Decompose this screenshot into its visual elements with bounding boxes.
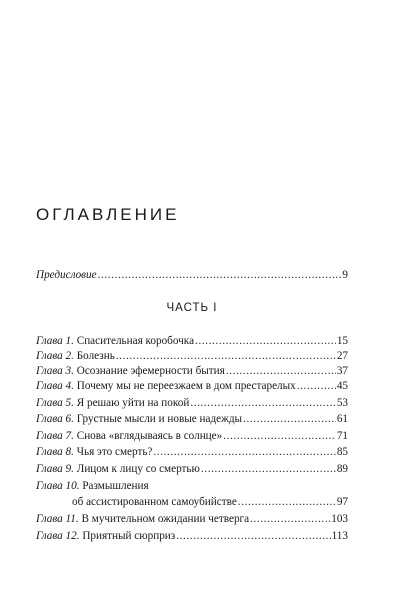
chapter-prefix: Глава 2.	[36, 350, 74, 362]
entry-label	[36, 529, 175, 543]
page-number: 9	[342, 269, 348, 281]
page-number: 37	[336, 365, 348, 377]
dot-leader	[297, 379, 336, 393]
page-number: 103	[331, 513, 348, 525]
chapter-prefix: Глава 3.	[36, 365, 74, 377]
entry-label	[36, 349, 115, 363]
page-number: 61	[336, 413, 348, 425]
entry-label	[36, 445, 152, 459]
page-number: 27	[336, 350, 348, 362]
toc-entry-chapter-10[interactable]	[72, 495, 348, 509]
part-title: ЧАСТЬ I	[166, 302, 218, 314]
dot-leader	[98, 268, 342, 282]
chapter-prefix: Глава 12.	[36, 530, 80, 542]
entry-label	[36, 364, 225, 378]
entry-label	[36, 512, 249, 526]
chapter-title: Болезнь	[73, 350, 115, 362]
dot-leader	[238, 495, 336, 509]
chapter-prefix: Глава 8.	[36, 446, 74, 458]
page-number: 53	[336, 397, 348, 409]
dot-leader	[250, 512, 330, 526]
page-number: 97	[336, 496, 348, 508]
chapter-title: Приятный сюрприз	[79, 530, 176, 542]
chapter-title: Грустные мысли и новые надежды	[73, 413, 243, 425]
chapter-title: Почему мы не переезжаем в дом престарелых	[73, 380, 296, 392]
entry-label	[36, 334, 194, 348]
chapter-prefix: Глава 4.	[36, 380, 74, 392]
chapter-title: Я решаю уйти на покой	[73, 397, 190, 409]
chapter-title: Снова «вглядываясь в солнце»	[73, 430, 223, 442]
page-number: 45	[336, 380, 348, 392]
toc-entry-chapter-11[interactable]	[36, 512, 348, 526]
chapter-prefix: Глава 6.	[36, 413, 74, 425]
entry-label	[36, 462, 200, 476]
chapter-prefix: Глава 1.	[36, 335, 74, 347]
entry-label	[36, 396, 189, 410]
chapter-title: Спасительная коробочка	[73, 335, 195, 347]
toc-entry-chapter-3[interactable]	[36, 364, 348, 378]
chapter-prefix: Глава 11.	[36, 513, 79, 525]
entry-label	[36, 429, 222, 443]
page-number: 85	[336, 446, 348, 458]
chapter-prefix: Глава 9.	[36, 463, 74, 475]
toc-entry-chapter-6[interactable]	[36, 412, 348, 426]
toc-entry-preface[interactable]	[36, 268, 348, 282]
dot-leader	[195, 334, 336, 348]
dot-leader	[223, 429, 336, 443]
entry-label: Предисловие	[36, 269, 97, 281]
chapter-title: Размышления	[79, 480, 149, 492]
dot-leader	[243, 412, 336, 426]
dot-leader	[226, 364, 336, 378]
entry-label	[36, 480, 149, 492]
page-number: 89	[336, 463, 348, 475]
toc-entry-chapter-5[interactable]	[36, 396, 348, 410]
page-number: 15	[336, 335, 348, 347]
toc-entry-chapter-10-line1[interactable]	[36, 479, 348, 493]
toc-heading: ОГЛАВЛЕНИЕ	[36, 205, 180, 224]
dot-leader	[190, 396, 335, 410]
toc-entry-chapter-1[interactable]	[36, 334, 348, 348]
entry-label	[36, 412, 242, 426]
dot-leader	[176, 529, 330, 543]
toc-entry-chapter-8[interactable]	[36, 445, 348, 459]
toc-entry-chapter-9[interactable]	[36, 462, 348, 476]
chapter-prefix: Глава 7.	[36, 430, 74, 442]
dot-leader	[116, 349, 336, 363]
chapter-title: Осознание эфемерности бытия	[73, 365, 225, 377]
dot-leader	[201, 462, 336, 476]
page-number: 71	[336, 430, 348, 442]
toc-entry-chapter-4[interactable]	[36, 379, 348, 393]
dot-leader	[153, 445, 335, 459]
chapter-title: В мучительном ожидании четверга	[78, 513, 250, 525]
page-number: 113	[331, 530, 348, 542]
entry-label	[36, 379, 296, 393]
chapter-title: Лицом к лицу со смертью	[73, 463, 200, 475]
chapter-title: Чья это смерть?	[73, 446, 153, 458]
chapter-title-continued: об ассистированном самоубийстве	[72, 496, 237, 508]
toc-entry-chapter-7[interactable]	[36, 429, 348, 443]
chapter-prefix: Глава 5.	[36, 397, 74, 409]
toc-entry-chapter-2[interactable]	[36, 349, 348, 363]
toc-entry-chapter-12[interactable]	[36, 529, 348, 543]
chapter-prefix: Глава 10.	[36, 480, 80, 492]
